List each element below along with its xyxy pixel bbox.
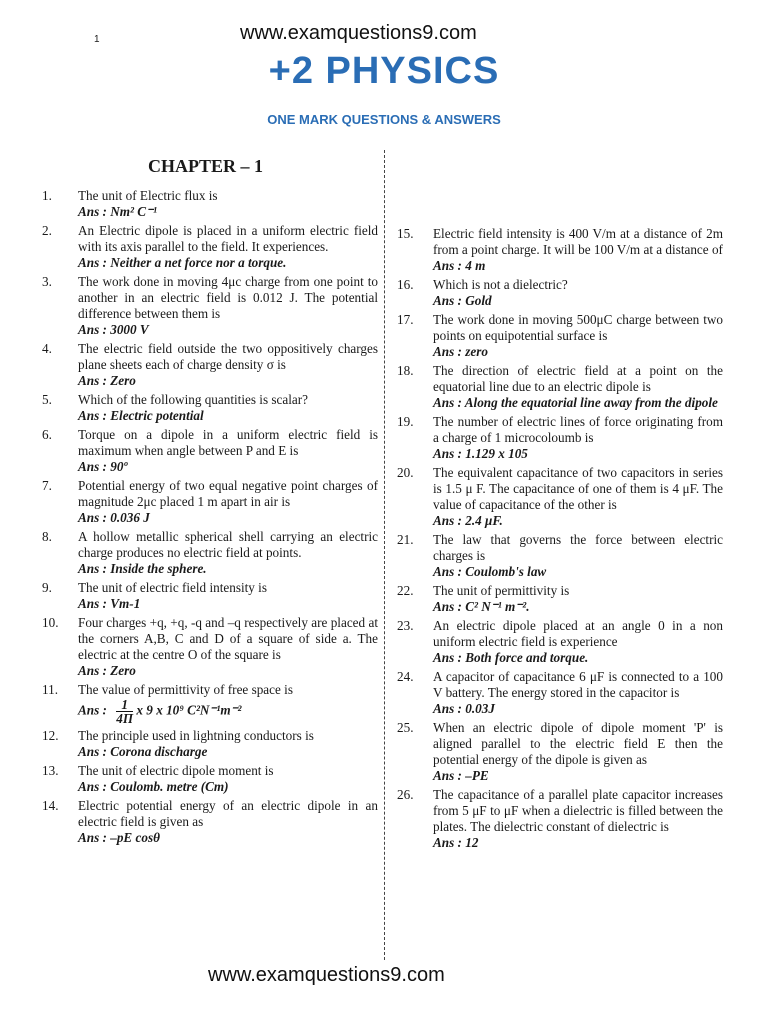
question-text: Potential energy of two equal negative point charges of magnitude 2μc placed 1 m apart in air is (78, 478, 378, 509)
question-item (397, 277, 723, 309)
answer-text: Ans : Zero (78, 373, 136, 388)
question-text: The unit of permittivity is (433, 583, 570, 598)
question-item (397, 787, 723, 851)
question-number: 25. (397, 720, 414, 735)
question-item (397, 618, 723, 666)
question-number: 19. (397, 414, 414, 429)
answer-text: Ans : zero (433, 344, 488, 359)
answer-text: Ans : Corona discharge (78, 744, 208, 759)
question-item (42, 763, 378, 795)
question-text: The unit of electric field intensity is (78, 580, 267, 595)
answer-text: Ans : Neither a net force nor a torque. (78, 255, 287, 270)
question-number: 18. (397, 363, 414, 378)
question-text: Which is not a dielectric? (433, 277, 568, 292)
question-number: 14. (42, 798, 59, 813)
question-text: Electric field intensity is 400 V/m at a distance of 2m from a point charge. It will be 100 V/m at a distance of (433, 226, 723, 257)
answer-text: Ans : Gold (433, 293, 492, 308)
question-number: 1. (42, 188, 52, 203)
answer-text: Ans : 2.4 μF. (433, 513, 503, 528)
answer-formula (78, 698, 378, 725)
question-item (397, 226, 723, 274)
answer-text: Ans : Zero (78, 663, 136, 678)
question-number: 15. (397, 226, 414, 241)
answer-text: Ans : 90º (78, 459, 128, 474)
question-item (42, 798, 378, 846)
question-number: 6. (42, 427, 52, 442)
answer-text: Ans : Coulomb's law (433, 564, 547, 579)
question-number: 4. (42, 341, 52, 356)
page-title: +2 PHYSICS (268, 50, 500, 92)
question-number: 9. (42, 580, 52, 595)
answer-text: Ans : Both force and torque. (433, 650, 589, 665)
question-text: The electric field outside the two oppositively charges plane sheets each of charge density σ is (78, 341, 378, 372)
fraction-denominator: 4Π (116, 711, 134, 726)
question-number: 8. (42, 529, 52, 544)
question-text: An Electric dipole is placed in a uniform electric field with its axis parallel to the field. It experiences. (78, 223, 378, 254)
answer-text: Ans : 1.129 x 105 (433, 446, 528, 461)
question-text: The unit of electric dipole moment is (78, 763, 274, 778)
question-item (397, 414, 723, 462)
question-number: 2. (42, 223, 52, 238)
question-item (42, 529, 378, 577)
question-item (397, 720, 723, 784)
question-item (42, 728, 378, 760)
question-text: The number of electric lines of force originating from a charge of 1 microcoloumb is (433, 414, 723, 445)
question-item (42, 615, 378, 679)
question-text: The direction of electric field at a point on the equatorial line due to an electric dipole is (433, 363, 723, 394)
answer-text: Ans : 12 (433, 835, 479, 850)
question-number: 17. (397, 312, 414, 327)
answer-formula-rest: x 9 x 10⁹ C²N⁻¹m⁻² (136, 702, 242, 718)
question-text: The principle used in lightning conductors is (78, 728, 314, 743)
answer-text: Ans : Vm-1 (78, 596, 141, 611)
answer-text: Ans : Along the equatorial line away from the dipole (433, 395, 718, 410)
question-item (42, 427, 378, 475)
left-column (42, 188, 378, 849)
question-number: 10. (42, 615, 59, 630)
question-number: 7. (42, 478, 52, 493)
question-item (42, 274, 378, 338)
page-subtitle: ONE MARK QUESTIONS & ANSWERS (267, 112, 501, 127)
answer-text: Ans : Electric potential (78, 408, 204, 423)
question-text: Which of the following quantities is scalar? (78, 392, 308, 407)
question-number: 11. (42, 682, 58, 697)
question-text: A capacitor of capacitance 6 μF is connected to a 100 V battery. The energy stored in the capacitor is (433, 669, 723, 700)
answer-fraction (116, 698, 133, 725)
question-number: 23. (397, 618, 414, 633)
answer-text: Ans : –pE cosθ (78, 830, 160, 845)
question-text: The unit of Electric flux is (78, 188, 218, 203)
question-text: Torque on a dipole in a uniform electric field is maximum when angle between P and E is (78, 427, 378, 458)
question-text: The work done in moving 4μc charge from one point to another in an electric field is 0.012 J. The potential difference between them is (78, 274, 378, 321)
column-divider (384, 150, 385, 960)
answer-prefix: Ans : (78, 702, 107, 718)
answer-text: Ans : 0.03J (433, 701, 495, 716)
chapter-heading: CHAPTER – 1 (148, 156, 264, 176)
question-item (397, 363, 723, 411)
answer-text: Ans : C² N⁻¹ m⁻². (433, 599, 530, 614)
question-item (397, 669, 723, 717)
answer-text: Ans : Nm² C⁻¹ (78, 204, 157, 219)
question-text: When an electric dipole of dipole moment 'P' is aligned parallel to the electric field E then the potential energy of the dipole is given as (433, 720, 723, 767)
question-item (397, 532, 723, 580)
question-item (397, 583, 723, 615)
question-number: 20. (397, 465, 414, 480)
question-text: An electric dipole placed at an angle 0 in a non uniform electric field is experience (433, 618, 723, 649)
question-text: Four charges +q, +q, -q and –q respectively are placed at the corners A,B, C and D of a square of side a. The electric at the centre O of the square is (78, 615, 378, 662)
question-number: 26. (397, 787, 414, 802)
question-number: 13. (42, 763, 59, 778)
question-item (42, 188, 378, 220)
question-number: 22. (397, 583, 414, 598)
answer-text: Ans : Coulomb. metre (Cm) (78, 779, 229, 794)
question-text: The value of permittivity of free space is (78, 682, 293, 697)
question-text: Electric potential energy of an electric dipole in an electric field is given as (78, 798, 378, 829)
question-item (42, 223, 378, 271)
question-text: The equivalent capacitance of two capacitors in series is 1.5 μ F. The capacitance of one of them is 4 μF. The value of capacitance of the other is (433, 465, 723, 512)
question-number: 3. (42, 274, 52, 289)
answer-text: Ans : 0.036 J (78, 510, 150, 525)
question-text: The work done in moving 500μC charge between two points on equipotential surface is (433, 312, 723, 343)
fraction-numerator: 1 (116, 698, 133, 712)
question-item (397, 465, 723, 529)
website-header: www.examquestions9.com (240, 22, 477, 44)
question-text: The law that governs the force between electric charges is (433, 532, 723, 563)
question-number: 5. (42, 392, 52, 407)
question-number: 16. (397, 277, 414, 292)
question-item (42, 580, 378, 612)
page-number: 1 (94, 34, 100, 45)
question-text: The capacitance of a parallel plate capacitor increases from 5 μF to μF when a dielectric is filled between the plates. The dielectric constant of dielectric is (433, 787, 723, 834)
answer-text: Ans : –PE (433, 768, 489, 783)
question-item (397, 312, 723, 360)
question-text: A hollow metallic spherical shell carrying an electric charge produces no electric field at points. (78, 529, 378, 560)
website-footer: www.examquestions9.com (208, 964, 445, 986)
question-number: 12. (42, 728, 59, 743)
answer-text: Ans : 3000 V (78, 322, 149, 337)
answer-text: Ans : 4 m (433, 258, 486, 273)
question-item (42, 682, 378, 725)
question-number: 24. (397, 669, 414, 684)
question-item (42, 341, 378, 389)
right-column (397, 226, 723, 854)
question-item (42, 478, 378, 526)
question-item (42, 392, 378, 424)
question-number: 21. (397, 532, 414, 547)
answer-text: Ans : Inside the sphere. (78, 561, 207, 576)
